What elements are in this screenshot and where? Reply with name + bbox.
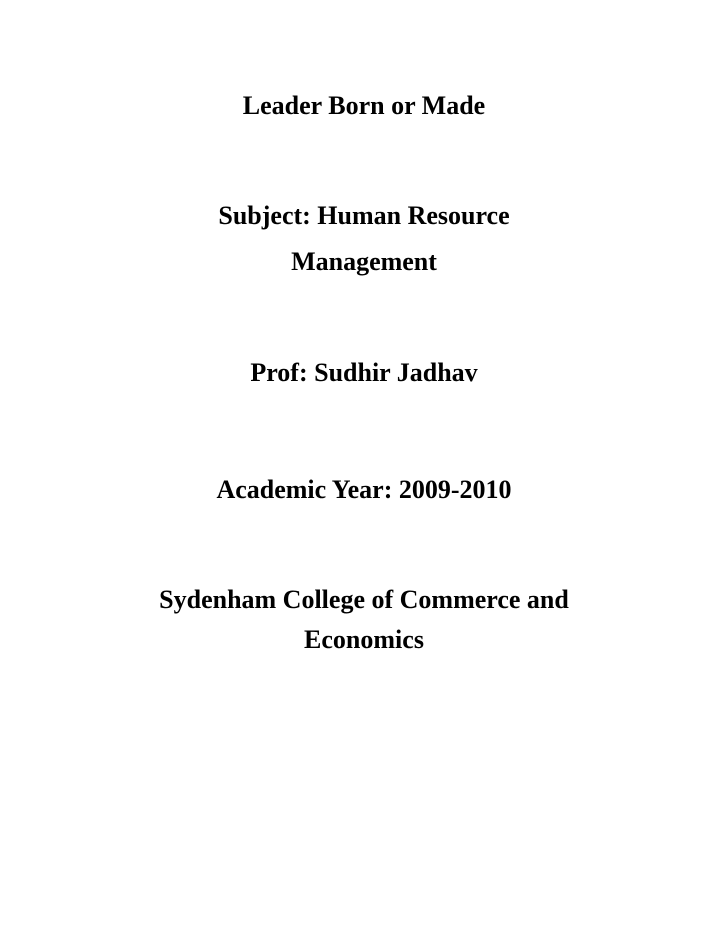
subject-line-1: Subject: Human Resource [218, 201, 510, 230]
subject-line-2: Management [291, 247, 437, 276]
academic-year-line: Academic Year: 2009-2010 [216, 475, 512, 504]
professor-line: Prof: Sudhir Jadhav [250, 358, 478, 387]
college-line-1: Sydenham College of Commerce and [159, 585, 569, 614]
document-title: Leader Born or Made [242, 91, 486, 120]
college-line-2: Economics [304, 625, 424, 654]
